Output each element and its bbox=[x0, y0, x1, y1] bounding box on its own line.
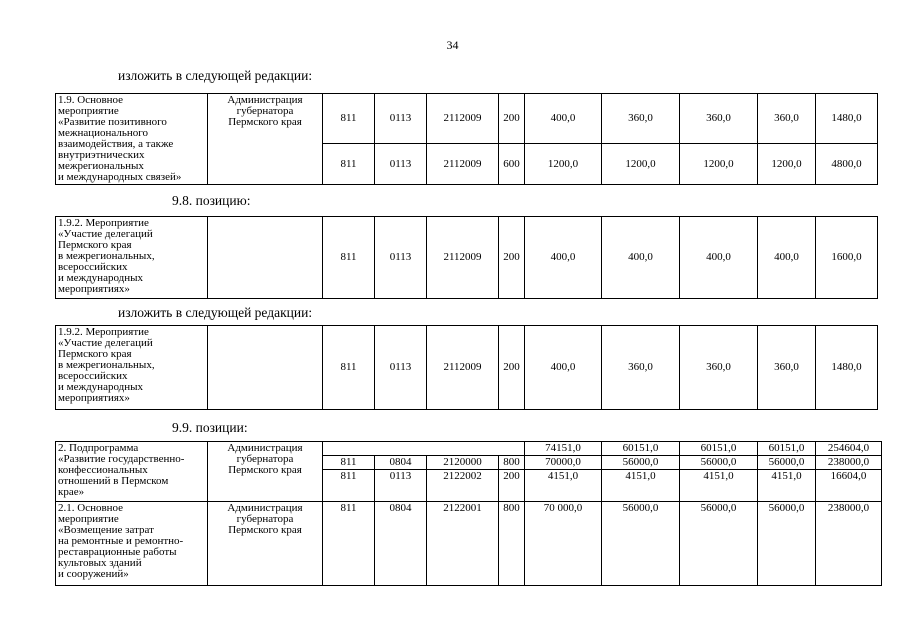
cell: 811 bbox=[323, 94, 375, 144]
measure-name: 1.9. Основное мероприятие «Развитие позитивного межнационального взаимодействия, а также внутриэтнических межрегиональных и международных связей» bbox=[56, 94, 208, 185]
cell: 600 bbox=[499, 144, 525, 185]
executor: Администрация губернатора Пермского края bbox=[208, 502, 323, 586]
cell: 1200,0 bbox=[602, 144, 680, 185]
table-measure-1-9-2-old bbox=[55, 216, 878, 299]
executor bbox=[208, 326, 323, 410]
cell: 1600,0 bbox=[816, 217, 878, 299]
cell: 70000,0 bbox=[525, 456, 602, 470]
executor: Администрация губернатора Пермского края bbox=[208, 442, 323, 502]
cell: 1480,0 bbox=[816, 94, 878, 144]
cell: 2122001 bbox=[427, 502, 499, 586]
cell: 811 bbox=[323, 470, 375, 502]
cell: 400,0 bbox=[525, 94, 602, 144]
cell: 60151,0 bbox=[758, 442, 816, 456]
heading-edition-2: изложить в следующей редакции: bbox=[118, 305, 313, 320]
cell: 200 bbox=[499, 217, 525, 299]
cell: 16604,0 bbox=[816, 470, 882, 502]
cell: 0804 bbox=[375, 456, 427, 470]
cell: 0113 bbox=[375, 217, 427, 299]
table-row bbox=[56, 217, 878, 299]
table-measure-1-9-2-new bbox=[55, 325, 878, 410]
cell: 811 bbox=[323, 217, 375, 299]
cell: 811 bbox=[323, 326, 375, 410]
executor: Администрация губернатора Пермского края bbox=[208, 94, 323, 185]
cell: 200 bbox=[499, 94, 525, 144]
cell: 811 bbox=[323, 144, 375, 185]
cell: 360,0 bbox=[680, 94, 758, 144]
cell: 200 bbox=[499, 326, 525, 410]
table-subprogram-2 bbox=[55, 441, 882, 586]
measure-name: 2.1. Основное мероприятие «Возмещение затрат на ремонтные и ремонтно- реставрационные работы культовых зданий и сооружений» bbox=[56, 502, 208, 586]
table-row bbox=[56, 502, 882, 586]
cell: 0804 bbox=[375, 502, 427, 586]
table-row bbox=[56, 326, 878, 410]
empty-cell bbox=[323, 442, 525, 456]
cell: 800 bbox=[499, 456, 525, 470]
cell: 2122002 bbox=[427, 470, 499, 502]
cell: 400,0 bbox=[525, 326, 602, 410]
cell: 1200,0 bbox=[758, 144, 816, 185]
cell: 70 000,0 bbox=[525, 502, 602, 586]
cell: 60151,0 bbox=[680, 442, 758, 456]
measure-name: 1.9.2. Мероприятие «Участие делегаций Пермского края в межрегиональных, всероссийских и международных мероприятиях» bbox=[56, 217, 208, 299]
cell: 4151,0 bbox=[758, 470, 816, 502]
cell: 238000,0 bbox=[816, 502, 882, 586]
cell: 400,0 bbox=[525, 217, 602, 299]
cell: 1200,0 bbox=[525, 144, 602, 185]
cell: 2120000 bbox=[427, 456, 499, 470]
cell: 0113 bbox=[375, 144, 427, 185]
cell: 0113 bbox=[375, 470, 427, 502]
cell: 0113 bbox=[375, 326, 427, 410]
table-measure-1-9 bbox=[55, 93, 878, 185]
heading-position-9-8: 9.8. позицию: bbox=[172, 193, 251, 208]
cell: 56000,0 bbox=[758, 456, 816, 470]
page-number: 34 bbox=[446, 38, 459, 52]
cell: 0113 bbox=[375, 94, 427, 144]
cell: 400,0 bbox=[680, 217, 758, 299]
cell: 4151,0 bbox=[602, 470, 680, 502]
cell: 811 bbox=[323, 456, 375, 470]
cell: 360,0 bbox=[758, 326, 816, 410]
cell: 56000,0 bbox=[680, 502, 758, 586]
cell: 360,0 bbox=[602, 94, 680, 144]
cell: 4800,0 bbox=[816, 144, 878, 185]
cell: 2112009 bbox=[427, 94, 499, 144]
cell: 2112009 bbox=[427, 217, 499, 299]
cell: 811 bbox=[323, 502, 375, 586]
cell: 56000,0 bbox=[680, 456, 758, 470]
cell: 4151,0 bbox=[680, 470, 758, 502]
subprogram-name: 2. Подпрограмма «Развитие государственно- конфессиональных отношений в Пермском крае» bbox=[56, 442, 208, 502]
cell: 254604,0 bbox=[816, 442, 882, 456]
cell: 60151,0 bbox=[602, 442, 680, 456]
cell: 200 bbox=[499, 470, 525, 502]
cell: 74151,0 bbox=[525, 442, 602, 456]
cell: 2112009 bbox=[427, 144, 499, 185]
cell: 4151,0 bbox=[525, 470, 602, 502]
cell: 800 bbox=[499, 502, 525, 586]
table-row bbox=[56, 94, 878, 144]
heading-positions-9-9: 9.9. позиции: bbox=[172, 420, 248, 435]
cell: 360,0 bbox=[758, 94, 816, 144]
cell: 400,0 bbox=[602, 217, 680, 299]
cell: 56000,0 bbox=[758, 502, 816, 586]
cell: 360,0 bbox=[602, 326, 680, 410]
cell: 56000,0 bbox=[602, 502, 680, 586]
cell: 1200,0 bbox=[680, 144, 758, 185]
cell: 360,0 bbox=[680, 326, 758, 410]
cell: 400,0 bbox=[758, 217, 816, 299]
heading-edition-1: изложить в следующей редакции: bbox=[118, 68, 313, 83]
cell: 2112009 bbox=[427, 326, 499, 410]
executor bbox=[208, 217, 323, 299]
measure-name: 1.9.2. Мероприятие «Участие делегаций Пермского края в межрегиональных, всероссийских и международных мероприятиях» bbox=[56, 326, 208, 410]
table-row bbox=[56, 442, 882, 456]
cell: 1480,0 bbox=[816, 326, 878, 410]
cell: 238000,0 bbox=[816, 456, 882, 470]
cell: 56000,0 bbox=[602, 456, 680, 470]
